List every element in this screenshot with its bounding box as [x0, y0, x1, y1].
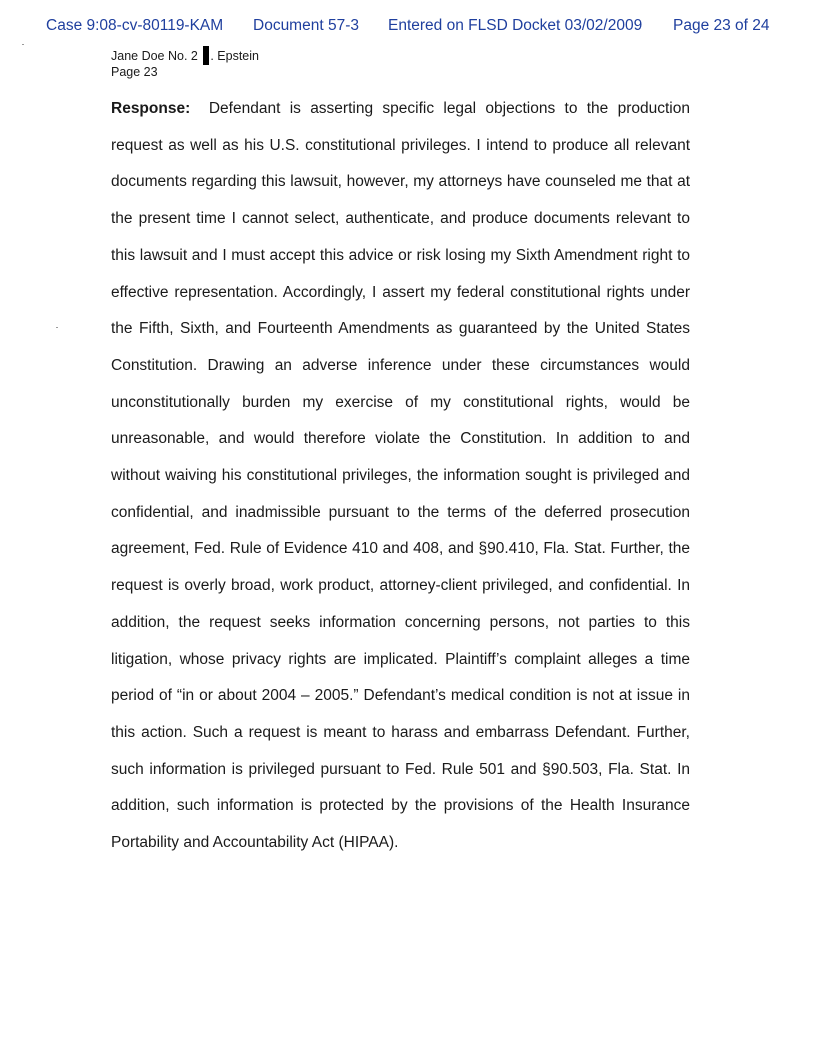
running-head: [111, 46, 259, 80]
response-text: Defendant is asserting specific legal objections to the production request as well as his U.S. constitutional privileges. I intend to produce all relevant documents regarding this lawsuit, however, my attorneys have counseled me that at the present time I cannot select, authenticate, and produce documents relevant to this lawsuit and I must accept this advice or risk losing my Sixth Amendment right to effective representation. Accordingly, I assert my federal constitutional rights under the Fifth, Sixth, and Fourteenth Amendments as guaranteed by the United States Constitution. Drawing an adverse inference under these circumstances would unconstitutionally burden my exercise of my constitutional rights, would be unreasonable, and would therefore violate the Constitution. In addition to and without waiving his constitutional privileges, the information sought is privileged and confidential, and inadmissible pursuant to the terms of the deferred prosecution agreement, Fed. Rule of Evidence 410 and 408, and §90.410, Fla. Stat. Further, the request is overly broad, work product, attorney-client privileged, and confidential. In addition, the request seeks information concerning persons, not parties to this litigation, whose privacy rights are implicated. Plaintiff’s complaint alleges a time period of “in or about 2004 – 2005.” Defendant’s medical condition is not at issue in this action. Such a request is meant to harass and embarrass Defendant. Further, such information is privileged pursuant to Fed. Rule 501 and §90.503, Fla. Stat. In addition, such information is protected by the provisions of the Health Insurance Portability and Accountability Act (HIPAA).: [111, 100, 690, 852]
scan-speck: [56, 327, 58, 328]
filing-header: [0, 17, 817, 39]
case-number: Case 9:08-cv-80119-KAM: [46, 17, 224, 34]
scan-speck: [22, 44, 24, 45]
response-paragraph: [111, 91, 690, 862]
page-label: Page 23: [111, 65, 158, 79]
response-label: Response:: [111, 100, 191, 117]
caption-defendant: . Epstein: [210, 49, 259, 63]
docket-entry-date: Entered on FLSD Docket 03/02/2009: [388, 17, 643, 34]
document-number: Document 57-3: [253, 17, 359, 34]
case-caption: [111, 46, 259, 65]
page-count: Page 23 of 24: [673, 17, 770, 34]
redaction-mark: [203, 46, 209, 65]
caption-plaintiff: Jane Doe No. 2: [111, 49, 198, 63]
